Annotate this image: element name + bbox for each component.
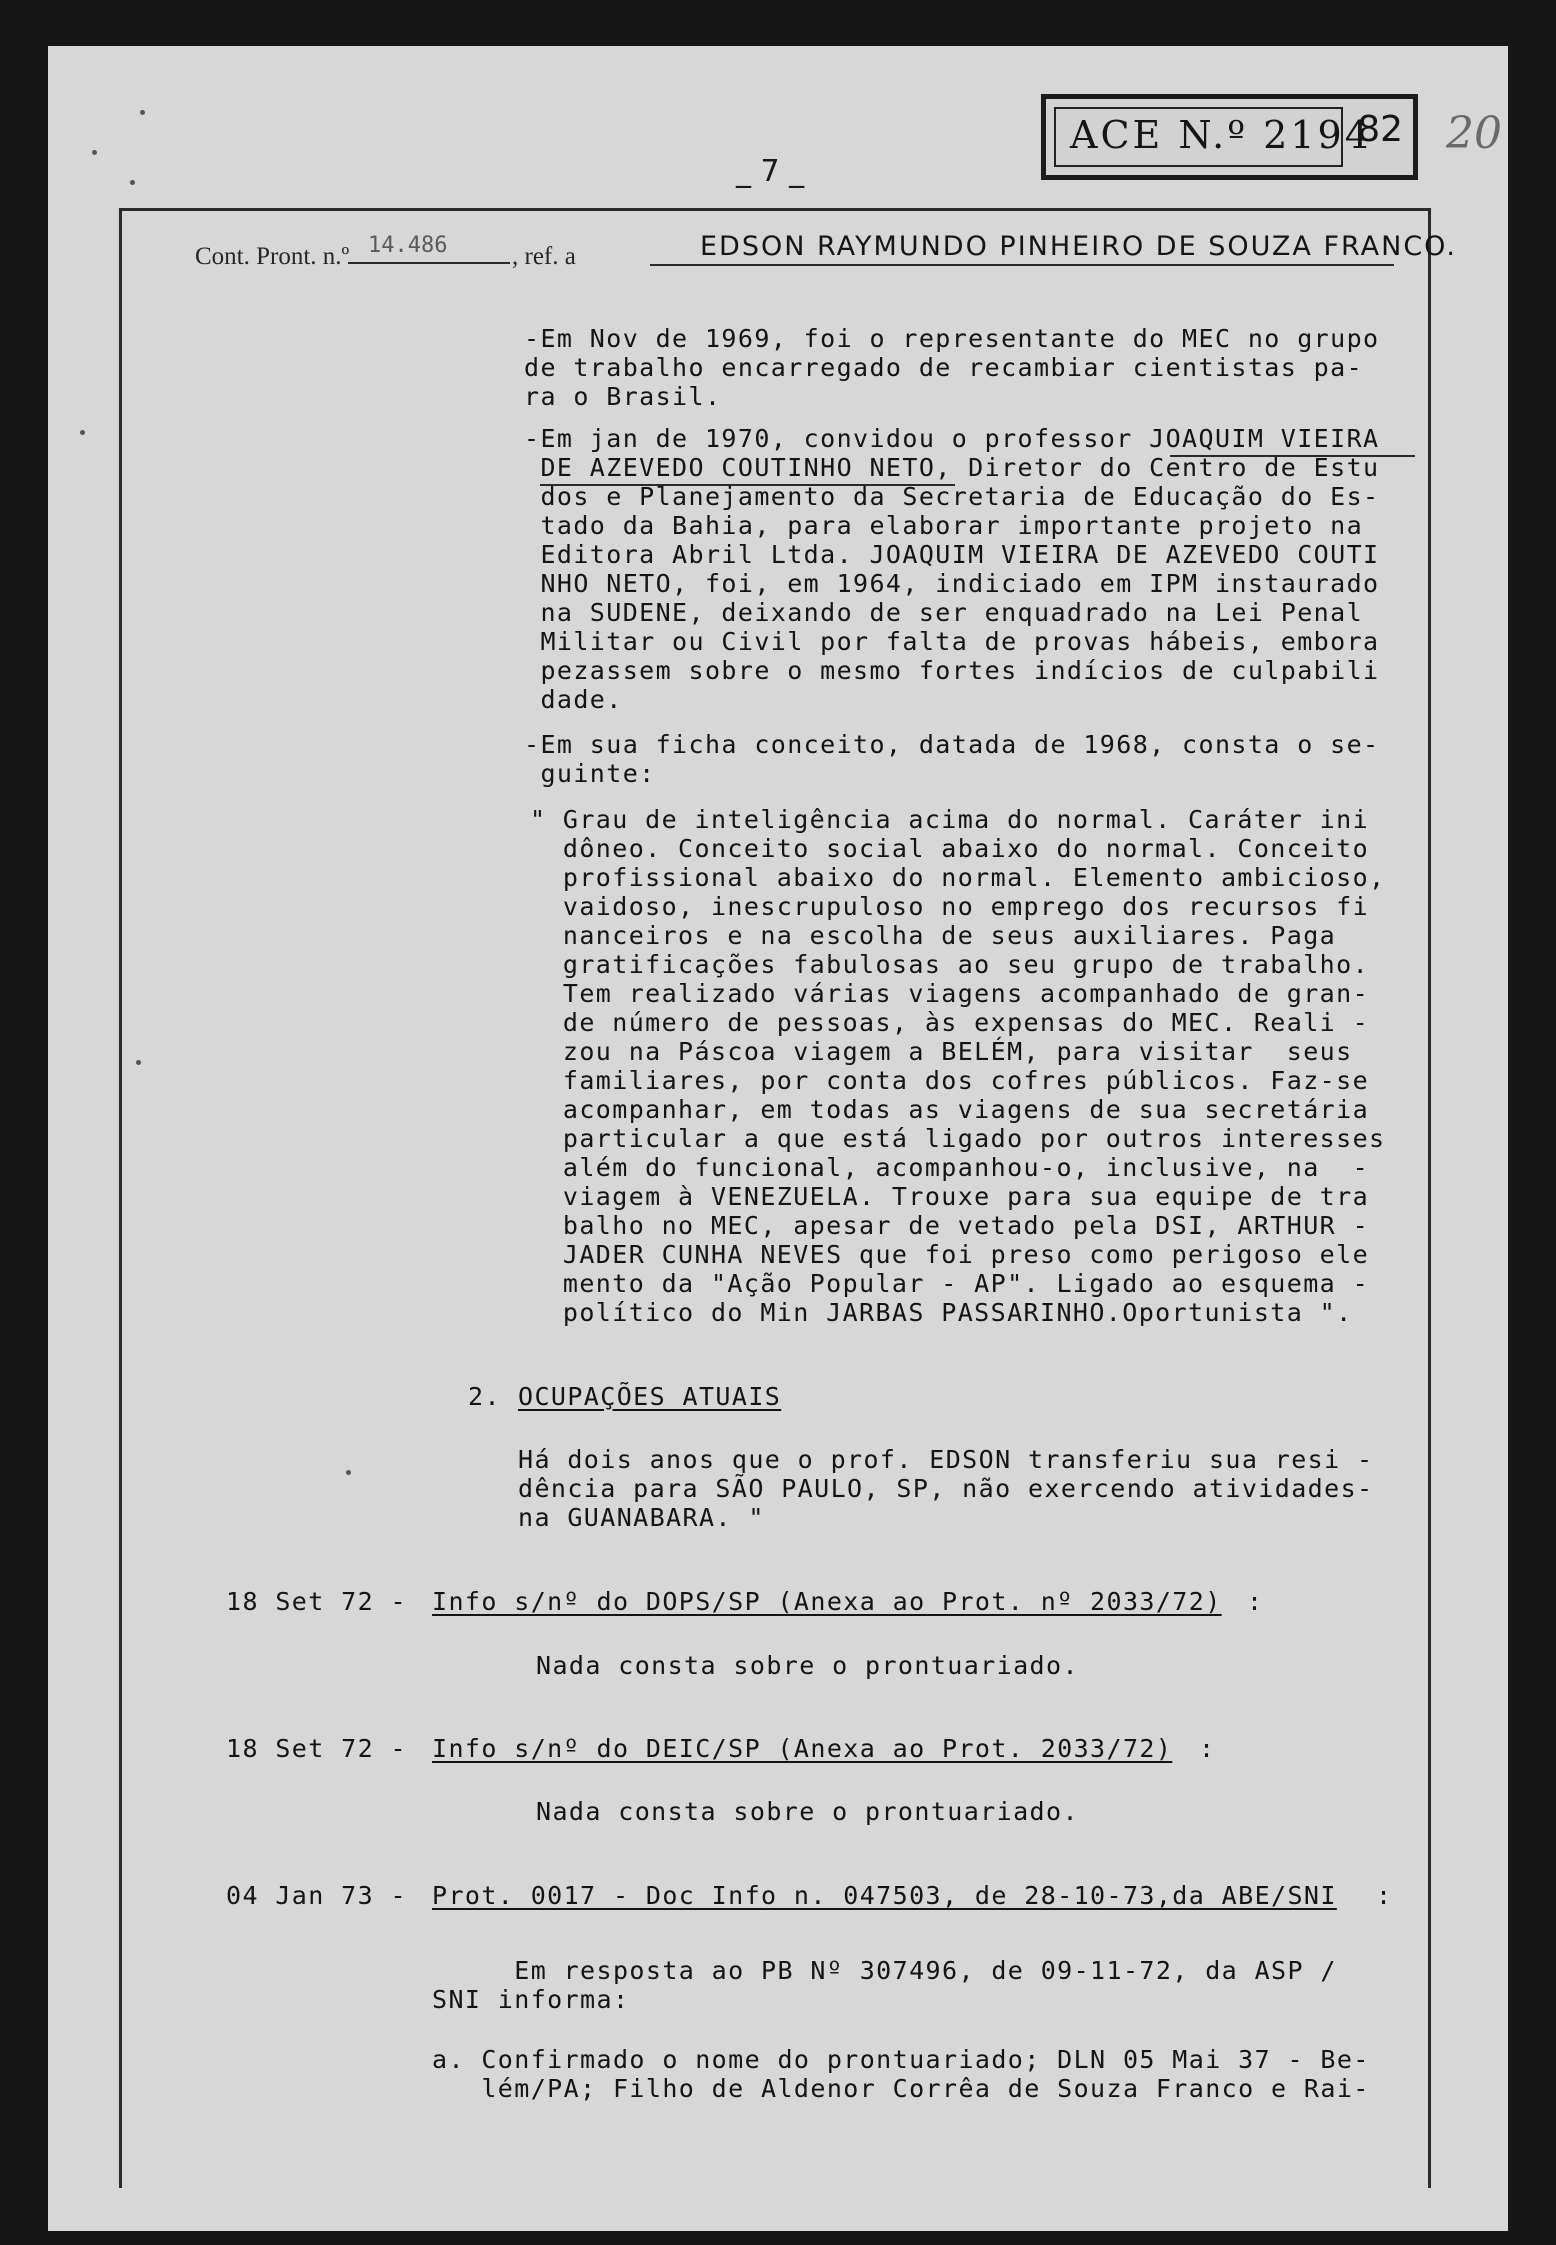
text-line: ra o Brasil. [524, 382, 722, 411]
text-line: na SUDENE, deixando de ser enquadrado na Lei Penal [524, 598, 1364, 627]
subject-name: EDSON RAYMUNDO PINHEIRO DE SOUZA FRANCO. [700, 231, 1457, 262]
entry-text: Nada consta sobre o prontuariado. [536, 1797, 1079, 1826]
quote-line: particular a que está ligado por outros interesses [530, 1124, 1386, 1153]
quote-line: acompanhar, em todas as viagens de sua secretária [530, 1095, 1370, 1124]
prontuario-number: 14.486 [368, 233, 448, 258]
quote-line: zou na Páscoa viagem a BELÉM, para visitar seus [530, 1037, 1353, 1066]
quote-line: balho no MEC, apesar de vetado pela DSI, ARTHUR - [530, 1211, 1370, 1240]
text-line: guinte: [524, 759, 656, 788]
name-underline [1170, 455, 1415, 457]
text-line: de trabalho encarregado de recambiar cientistas pa- [524, 353, 1364, 382]
cont-pront-label: Cont. Pront. n.º [195, 243, 350, 270]
entry-title: Info s/nº do DOPS/SP (Anexa ao Prot. nº 2033/72) [432, 1587, 1222, 1616]
entry-item-line: a. Confirmado o nome do prontuariado; DLN 05 Mai 37 - Be- [432, 2045, 1370, 2074]
quote-line: JADER CUNHA NEVES que foi preso como perigoso ele [530, 1240, 1370, 1269]
stamp-number: ACE N.º 2194 [1070, 113, 1372, 157]
text-line: NHO NETO, foi, em 1964, indiciado em IPM instaurado [524, 569, 1380, 598]
text-line: Militar ou Civil por falta de provas hábeis, embora [524, 627, 1380, 656]
entry-title: Prot. 0017 - Doc Info n. 047503, de 28-10-73,da ABE/SNI [432, 1881, 1337, 1910]
paper-speck [80, 430, 85, 435]
entry-text-line: SNI informa: [432, 1985, 630, 2014]
paper-speck [346, 1470, 351, 1475]
page-number: _ 7 _ [736, 154, 805, 189]
quote-line: político do Min JARBAS PASSARINHO.Oportunista ". [530, 1298, 1353, 1327]
quote-line: familiares, por conta dos cofres públicos. Faz-se [530, 1066, 1370, 1095]
entry-date: 18 Set 72 - [226, 1587, 407, 1616]
entry-colon: : [1199, 1734, 1216, 1763]
entry-date: 18 Set 72 - [226, 1734, 407, 1763]
text-line: Editora Abril Ltda. JOAQUIM VIEIRA DE AZEVEDO COUTI [524, 540, 1380, 569]
section-text-line: na GUANABARA. " [518, 1503, 765, 1532]
entry-text: Nada consta sobre o prontuariado. [536, 1651, 1079, 1680]
section-title: OCUPAÇÕES ATUAIS [518, 1382, 782, 1411]
section-text-line: dência para SÃO PAULO, SP, não exercendo atividades- [518, 1474, 1374, 1503]
quote-line: vaidoso, inescrupuloso no emprego dos recursos fi [530, 892, 1370, 921]
text-line: -Em jan de 1970, convidou o professor JOAQUIM VIEIRA [524, 424, 1380, 453]
paper-speck [140, 110, 145, 115]
quote-line: dôneo. Conceito social abaixo do normal. Conceito [530, 834, 1370, 863]
entry-colon: : [1376, 1881, 1393, 1910]
entry-item-line: lém/PA; Filho de Aldenor Corrêa de Souza Franco e Rai- [432, 2074, 1370, 2103]
entry-colon: : [1247, 1587, 1264, 1616]
text-line: DE AZEVEDO COUTINHO NETO, Diretor do Centro de Estu [524, 453, 1380, 482]
paper-speck [92, 150, 97, 155]
text-line: dade. [524, 685, 623, 714]
text-line: tado da Bahia, para elaborar importante projeto na [524, 511, 1364, 540]
quote-line: gratificações fabulosas ao seu grupo de trabalho. [530, 950, 1370, 979]
quote-line: Tem realizado várias viagens acompanhado de gran- [530, 979, 1370, 1008]
text-line: dos e Planejamento da Secretaria de Educação do Es- [524, 482, 1380, 511]
paper-speck [136, 1060, 141, 1065]
quote-line: além do funcional, acompanhou-o, inclusive, na - [530, 1153, 1370, 1182]
text-line: pezassem sobre o mesmo fortes indícios de culpabili [524, 656, 1380, 685]
quote-line: mento da "Ação Popular - AP". Ligado ao esquema - [530, 1269, 1370, 1298]
number-underline [348, 262, 510, 264]
ref-label: , ref. a [512, 243, 576, 270]
quote-line: profissional abaixo do normal. Elemento ambicioso, [530, 863, 1386, 892]
paper-speck [130, 180, 135, 185]
section-text-line: Há dois anos que o prof. EDSON transferiu sua resi - [518, 1445, 1374, 1474]
ace-stamp [1041, 94, 1418, 180]
quote-line: de número de pessoas, às expensas do MEC. Reali - [530, 1008, 1370, 1037]
name-underline [540, 484, 955, 486]
text-line: -Em Nov de 1969, foi o representante do MEC no grupo [524, 324, 1380, 353]
text-line: -Em sua ficha conceito, datada de 1968, consta o se- [524, 730, 1380, 759]
quote-line: viagem à VENEZUELA. Trouxe para sua equipe de tra [530, 1182, 1370, 1211]
entry-text-line: Em resposta ao PB Nº 307496, de 09-11-72, da ASP / [432, 1956, 1337, 1985]
quote-line: nanceiros e na escolha de seus auxiliares. Paga [530, 921, 1337, 950]
entry-title: Info s/nº do DEIC/SP (Anexa ao Prot. 2033/72) [432, 1734, 1173, 1763]
entry-date: 04 Jan 73 - [226, 1881, 407, 1910]
section-number: 2. [468, 1382, 501, 1411]
handwritten-page-note: 20 [1446, 108, 1502, 159]
quote-line: " Grau de inteligência acima do normal. Caráter ini [530, 805, 1370, 834]
stamp-year: 82 [1357, 109, 1403, 150]
subject-underline [650, 264, 1394, 266]
